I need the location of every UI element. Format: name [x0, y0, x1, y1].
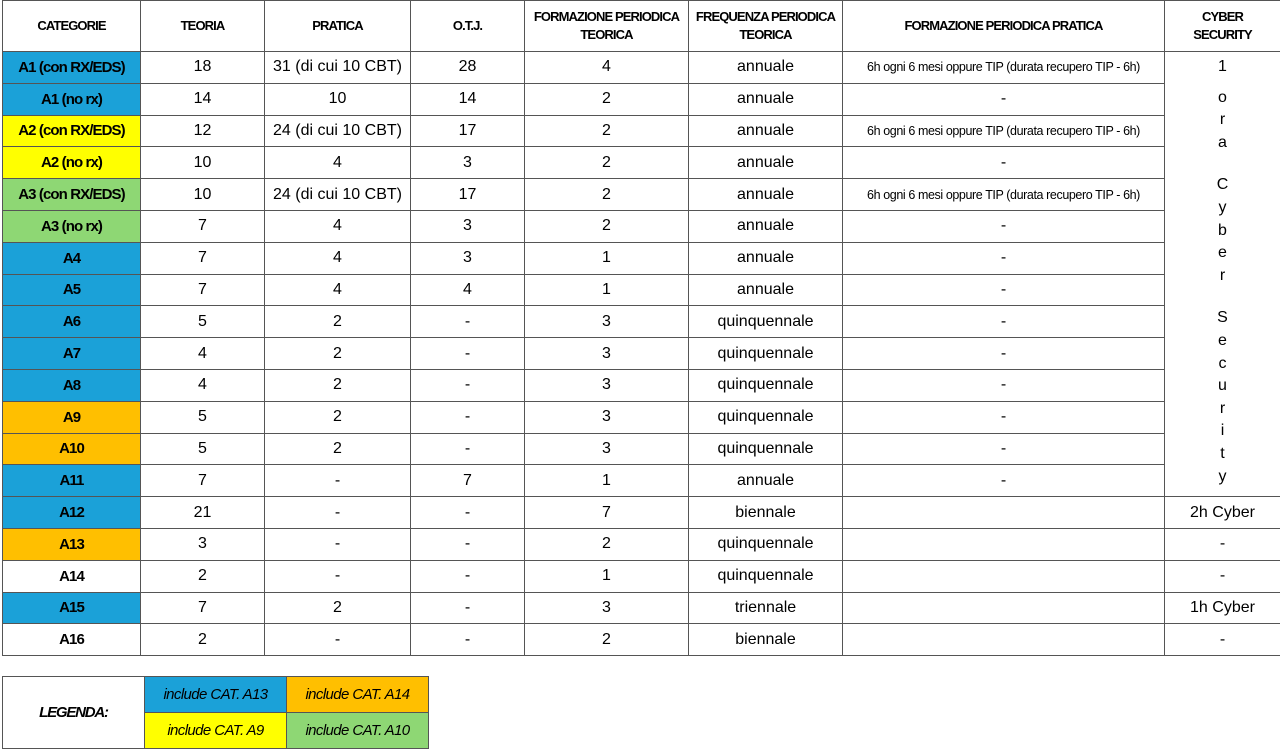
otj-cell: - [411, 338, 525, 370]
cyber-vertical-letter: e [1218, 331, 1227, 349]
formazione-periodica-pratica-cell: - [843, 338, 1165, 370]
formazione-periodica-teorica-cell: 1 [525, 274, 689, 306]
formazione-periodica-teorica-cell: 3 [525, 401, 689, 433]
category-cell: A4 [3, 242, 141, 274]
header-otj: O.T.J. [411, 1, 525, 52]
frequenza-cell: annuale [689, 274, 843, 306]
table-row [3, 115, 1280, 147]
otj-cell: 4 [411, 274, 525, 306]
formazione-periodica-teorica-cell: 2 [525, 528, 689, 560]
pratica-cell: 4 [265, 210, 411, 242]
formazione-periodica-pratica-cell: 6h ogni 6 mesi oppure TIP (durata recupero TIP - 6h) [843, 179, 1165, 211]
formazione-periodica-teorica-cell: 2 [525, 179, 689, 211]
teoria-cell: 7 [141, 274, 265, 306]
table-row [3, 306, 1280, 338]
otj-cell: - [411, 369, 525, 401]
training-table [2, 0, 1280, 656]
frequenza-cell: triennale [689, 592, 843, 624]
table-row [3, 210, 1280, 242]
pratica-cell: - [265, 497, 411, 529]
teoria-cell: 10 [141, 147, 265, 179]
formazione-periodica-teorica-cell: 1 [525, 465, 689, 497]
frequenza-cell: annuale [689, 52, 843, 84]
header-categorie: CATEGORIE [3, 1, 141, 52]
category-cell: A13 [3, 528, 141, 560]
formazione-periodica-pratica-cell: - [843, 242, 1165, 274]
table-row [3, 465, 1280, 497]
otj-cell: - [411, 528, 525, 560]
cyber-vertical-letter: i [1220, 422, 1225, 440]
formazione-periodica-pratica-cell: 6h ogni 6 mesi oppure TIP (durata recupero TIP - 6h) [843, 115, 1165, 147]
cyber-security-cell: - [1165, 560, 1280, 592]
teoria-cell: 5 [141, 433, 265, 465]
pratica-cell: - [265, 528, 411, 560]
pratica-cell: 31 (di cui 10 CBT) [265, 52, 411, 84]
formazione-periodica-pratica-cell: 6h ogni 6 mesi oppure TIP (durata recupero TIP - 6h) [843, 52, 1165, 84]
cyber-vertical-letter: C [1216, 176, 1229, 194]
frequenza-cell: annuale [689, 179, 843, 211]
category-cell: A3 (con RX/EDS) [3, 179, 141, 211]
table-row [3, 147, 1280, 179]
header-row [3, 1, 1280, 52]
header-formazione-periodica-teorica: FORMAZIONE PERIODICA TEORICA [525, 1, 689, 52]
otj-cell: 3 [411, 210, 525, 242]
otj-cell: - [411, 433, 525, 465]
legend-item: include CAT. A9 [145, 713, 287, 749]
category-cell: A10 [3, 433, 141, 465]
teoria-cell: 14 [141, 83, 265, 115]
formazione-periodica-pratica-cell [843, 528, 1165, 560]
pratica-cell: 4 [265, 242, 411, 274]
teoria-cell: 10 [141, 179, 265, 211]
formazione-periodica-teorica-cell: 3 [525, 338, 689, 370]
cyber-vertical-letter: u [1218, 377, 1227, 395]
otj-cell: - [411, 497, 525, 529]
frequenza-cell: quinquennale [689, 369, 843, 401]
cyber-vertical-letter: r [1219, 399, 1226, 417]
formazione-periodica-pratica-cell [843, 560, 1165, 592]
cyber-security-cell: 1h Cyber [1165, 592, 1280, 624]
cyber-vertical-letter: o [1218, 88, 1227, 106]
teoria-cell: 18 [141, 52, 265, 84]
cyber-vertical-letter: e [1218, 244, 1227, 262]
table-row [3, 624, 1280, 656]
pratica-cell: 2 [265, 338, 411, 370]
category-cell: A6 [3, 306, 141, 338]
pratica-cell: 4 [265, 147, 411, 179]
category-cell: A5 [3, 274, 141, 306]
formazione-periodica-pratica-cell: - [843, 433, 1165, 465]
frequenza-cell: quinquennale [689, 560, 843, 592]
frequenza-cell: biennale [689, 624, 843, 656]
frequenza-cell: quinquennale [689, 401, 843, 433]
cyber-vertical-letter: b [1218, 221, 1227, 239]
pratica-cell: - [265, 560, 411, 592]
table-row [3, 242, 1280, 274]
frequenza-cell: quinquennale [689, 433, 843, 465]
category-cell: A15 [3, 592, 141, 624]
table-row [3, 274, 1280, 306]
category-cell: A1 (no rx) [3, 83, 141, 115]
category-cell: A9 [3, 401, 141, 433]
teoria-cell: 7 [141, 242, 265, 274]
pratica-cell: 24 (di cui 10 CBT) [265, 115, 411, 147]
category-cell: A11 [3, 465, 141, 497]
legend-item: include CAT. A10 [287, 713, 429, 749]
teoria-cell: 5 [141, 306, 265, 338]
teoria-cell: 7 [141, 592, 265, 624]
category-cell: A2 (no rx) [3, 147, 141, 179]
cyber-vertical-letter [1165, 154, 1280, 174]
legend [2, 676, 429, 749]
formazione-periodica-teorica-cell: 1 [525, 242, 689, 274]
pratica-cell: 2 [265, 306, 411, 338]
legend-item: include CAT. A13 [145, 677, 287, 713]
pratica-cell: - [265, 624, 411, 656]
table-row [3, 401, 1280, 433]
pratica-cell: 2 [265, 433, 411, 465]
teoria-cell: 7 [141, 210, 265, 242]
formazione-periodica-teorica-cell: 2 [525, 210, 689, 242]
formazione-periodica-teorica-cell: 2 [525, 115, 689, 147]
formazione-periodica-pratica-cell: - [843, 274, 1165, 306]
category-cell: A3 (no rx) [3, 210, 141, 242]
cyber-value: 1 [1218, 58, 1227, 75]
formazione-periodica-pratica-cell: - [843, 210, 1165, 242]
legend-title: LEGENDA: [3, 677, 145, 749]
formazione-periodica-pratica-cell: - [843, 465, 1165, 497]
formazione-periodica-teorica-cell: 4 [525, 52, 689, 84]
frequenza-cell: annuale [689, 210, 843, 242]
formazione-periodica-pratica-cell [843, 592, 1165, 624]
formazione-periodica-teorica-cell: 3 [525, 369, 689, 401]
formazione-periodica-teorica-cell: 2 [525, 624, 689, 656]
frequenza-cell: annuale [689, 242, 843, 274]
otj-cell: 17 [411, 115, 525, 147]
teoria-cell: 2 [141, 560, 265, 592]
cyber-security-cell: 2h Cyber [1165, 497, 1280, 529]
category-cell: A12 [3, 497, 141, 529]
legend-item: include CAT. A14 [287, 677, 429, 713]
otj-cell: - [411, 624, 525, 656]
otj-cell: 17 [411, 179, 525, 211]
otj-cell: - [411, 592, 525, 624]
otj-cell: 28 [411, 52, 525, 84]
cyber-security-cell: - [1165, 528, 1280, 560]
formazione-periodica-teorica-cell: 3 [525, 592, 689, 624]
otj-cell: 3 [411, 242, 525, 274]
formazione-periodica-pratica-cell: - [843, 147, 1165, 179]
pratica-cell: - [265, 465, 411, 497]
cyber-vertical-letter: t [1220, 444, 1225, 462]
formazione-periodica-pratica-cell [843, 497, 1165, 529]
otj-cell: 3 [411, 147, 525, 179]
formazione-periodica-pratica-cell [843, 624, 1165, 656]
frequenza-cell: quinquennale [689, 338, 843, 370]
frequenza-cell: annuale [689, 147, 843, 179]
cyber-vertical-letter: r [1219, 266, 1226, 284]
table-row [3, 497, 1280, 529]
frequenza-cell: quinquennale [689, 306, 843, 338]
teoria-cell: 4 [141, 369, 265, 401]
header-teoria: TEORIA [141, 1, 265, 52]
table-row [3, 179, 1280, 211]
pratica-cell: 10 [265, 83, 411, 115]
pratica-cell: 24 (di cui 10 CBT) [265, 179, 411, 211]
category-cell: A2 (con RX/EDS) [3, 115, 141, 147]
formazione-periodica-teorica-cell: 3 [525, 433, 689, 465]
category-cell: A7 [3, 338, 141, 370]
cyber-vertical-letter: y [1218, 198, 1227, 216]
legend-row [3, 677, 429, 713]
cyber-vertical-letter: c [1218, 354, 1227, 372]
cyber-vertical-letter [1165, 287, 1280, 307]
frequenza-cell: annuale [689, 115, 843, 147]
formazione-periodica-teorica-cell: 3 [525, 306, 689, 338]
cyber-vertical-letter: S [1217, 309, 1228, 327]
pratica-cell: 2 [265, 592, 411, 624]
formazione-periodica-teorica-cell: 1 [525, 560, 689, 592]
header-pratica: PRATICA [265, 1, 411, 52]
table-row [3, 560, 1280, 592]
teoria-cell: 2 [141, 624, 265, 656]
formazione-periodica-pratica-cell: - [843, 401, 1165, 433]
category-cell: A1 (con RX/EDS) [3, 52, 141, 84]
otj-cell: - [411, 560, 525, 592]
table-row [3, 338, 1280, 370]
teoria-cell: 3 [141, 528, 265, 560]
header-frequenza-periodica-teorica: FREQUENZA PERIODICA TEORICA [689, 1, 843, 52]
pratica-cell: 2 [265, 401, 411, 433]
otj-cell: 14 [411, 83, 525, 115]
pratica-cell: 4 [265, 274, 411, 306]
frequenza-cell: biennale [689, 497, 843, 529]
header-cyber-security: CYBER SECURITY [1165, 1, 1280, 52]
table-row [3, 369, 1280, 401]
otj-cell: 7 [411, 465, 525, 497]
table-row [3, 433, 1280, 465]
table-row [3, 52, 1280, 84]
frequenza-cell: annuale [689, 465, 843, 497]
cyber-vertical-letter: y [1218, 467, 1227, 485]
header-formazione-periodica-pratica: FORMAZIONE PERIODICA PRATICA [843, 1, 1165, 52]
category-cell: A16 [3, 624, 141, 656]
cyber-security-merged-cell [1165, 52, 1280, 497]
formazione-periodica-pratica-cell: - [843, 369, 1165, 401]
teoria-cell: 12 [141, 115, 265, 147]
teoria-cell: 5 [141, 401, 265, 433]
formazione-periodica-pratica-cell: - [843, 83, 1165, 115]
frequenza-cell: annuale [689, 83, 843, 115]
teoria-cell: 21 [141, 497, 265, 529]
cyber-vertical-letter: a [1218, 133, 1227, 151]
teoria-cell: 7 [141, 465, 265, 497]
table-row [3, 592, 1280, 624]
frequenza-cell: quinquennale [689, 528, 843, 560]
category-cell: A14 [3, 560, 141, 592]
otj-cell: - [411, 401, 525, 433]
formazione-periodica-pratica-cell: - [843, 306, 1165, 338]
teoria-cell: 4 [141, 338, 265, 370]
pratica-cell: 2 [265, 369, 411, 401]
otj-cell: - [411, 306, 525, 338]
table-row [3, 83, 1280, 115]
formazione-periodica-teorica-cell: 2 [525, 147, 689, 179]
cyber-security-cell: - [1165, 624, 1280, 656]
formazione-periodica-teorica-cell: 7 [525, 497, 689, 529]
cyber-vertical-letter: r [1219, 111, 1226, 129]
table-row [3, 528, 1280, 560]
formazione-periodica-teorica-cell: 2 [525, 83, 689, 115]
table-body [3, 52, 1280, 656]
category-cell: A8 [3, 369, 141, 401]
